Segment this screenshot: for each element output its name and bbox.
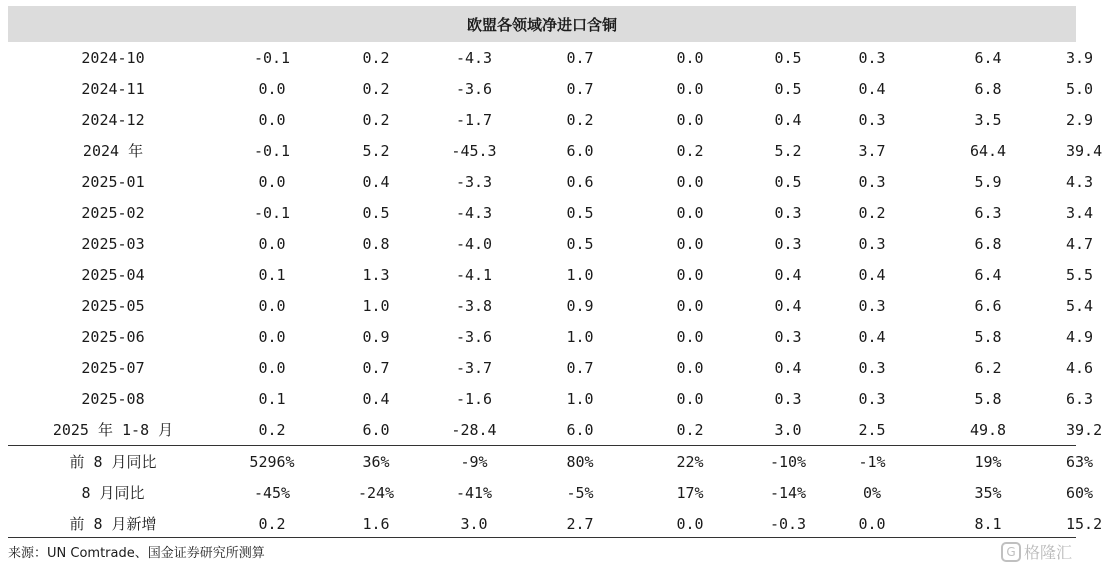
table-cell: -10% [769, 452, 807, 471]
table-row [8, 166, 1094, 197]
table-cell: 60% [1066, 483, 1094, 502]
table-cell: -1.7 [455, 110, 493, 129]
table-row [8, 104, 1094, 135]
table-cell: 0.4 [858, 79, 886, 98]
table-cell: 3.9 [1066, 48, 1094, 67]
row-label: 2025-02 [81, 203, 145, 222]
row-label: 2025-01 [81, 172, 145, 191]
table-cell: 0.2 [258, 514, 286, 533]
table-cell: 0% [862, 483, 882, 502]
table-title: 欧盟各领域净进口含铜 [8, 6, 1076, 42]
table-cell: 0.8 [362, 234, 390, 253]
table-cell: 17% [676, 483, 704, 502]
table-cell: 2.5 [858, 420, 886, 439]
table-cell: 3.5 [974, 110, 1002, 129]
table-cell: 0.5 [774, 48, 802, 67]
table-cell: 0.0 [258, 327, 286, 346]
table-cell: 49.8 [969, 420, 1007, 439]
table-cell: 80% [566, 452, 594, 471]
table-row [8, 290, 1094, 321]
table-cell: 0.5 [774, 79, 802, 98]
table-cell: -41% [455, 483, 493, 502]
table-cell: 5.2 [774, 141, 802, 160]
table-cell: 3.4 [1066, 203, 1094, 222]
table-cell: 0.0 [258, 110, 286, 129]
table-cell: 0.7 [362, 358, 390, 377]
table-cell: 0.2 [676, 420, 704, 439]
table-row [8, 414, 1102, 445]
table-cell: 5.0 [1066, 79, 1094, 98]
table-cell: 6.3 [974, 203, 1002, 222]
table-row [8, 73, 1094, 104]
summary-row [8, 508, 1102, 539]
table-row [8, 135, 1102, 166]
table-cell: -3.6 [455, 79, 493, 98]
table-cell: 0.2 [362, 48, 390, 67]
table-cell: -1.6 [455, 389, 493, 408]
table-cell: 0.0 [676, 389, 704, 408]
table-cell: 0.7 [566, 79, 594, 98]
table-cell: 0.3 [774, 327, 802, 346]
table-cell: 1.6 [362, 514, 390, 533]
table-cell: 0.1 [258, 389, 286, 408]
table-cell: 5.5 [1066, 265, 1094, 284]
table-cell: 0.1 [258, 265, 286, 284]
table-cell: 0.0 [676, 172, 704, 191]
row-label: 2025-06 [81, 327, 145, 346]
table-cell: 0.0 [858, 514, 886, 533]
table-cell: 63% [1066, 452, 1094, 471]
table-cell: 0.3 [858, 389, 886, 408]
table-cell: -4.0 [455, 234, 493, 253]
table-cell: 1.0 [566, 389, 594, 408]
table-cell: 6.0 [566, 420, 594, 439]
table-row [8, 259, 1094, 290]
row-label: 2024-10 [81, 48, 145, 67]
table-cell: 0.2 [676, 141, 704, 160]
table-cell: 0.5 [774, 172, 802, 191]
table-cell: 0.3 [858, 48, 886, 67]
table-cell: 6.2 [974, 358, 1002, 377]
table-cell: 0.0 [676, 327, 704, 346]
row-label: 2025-07 [81, 358, 145, 377]
table-cell: -0.1 [253, 141, 291, 160]
table-cell: 0.4 [858, 327, 886, 346]
table-cell: 0.3 [774, 234, 802, 253]
table-cell: 6.0 [566, 141, 594, 160]
table-cell: 0.4 [774, 296, 802, 315]
table-cell: -3.7 [455, 358, 493, 377]
table-cell: 6.3 [1066, 389, 1094, 408]
table-cell: 3.0 [774, 420, 802, 439]
summary-row [8, 477, 1094, 508]
table-cell: -28.4 [451, 420, 497, 439]
table-cell: 39.4 [1066, 141, 1102, 160]
table-cell: 0.2 [258, 420, 286, 439]
table-cell: 4.3 [1066, 172, 1094, 191]
table-cell: 64.4 [969, 141, 1007, 160]
row-label: 2024 年 [82, 142, 144, 160]
table-cell: 0.0 [676, 203, 704, 222]
table-cell: 0.4 [774, 265, 802, 284]
table-row [8, 228, 1094, 259]
table-cell: -0.1 [253, 203, 291, 222]
table-cell: 0.7 [566, 48, 594, 67]
table-cell: 0.0 [676, 79, 704, 98]
table-cell: 0.5 [566, 234, 594, 253]
table-cell: 22% [676, 452, 704, 471]
table-cell: -0.1 [253, 48, 291, 67]
table-cell: 6.4 [974, 48, 1002, 67]
table-row [8, 321, 1094, 352]
row-label: 前 8 月新增 [69, 515, 157, 533]
table-cell: 0.4 [774, 358, 802, 377]
table-cell: 0.4 [858, 265, 886, 284]
table-cell: 0.4 [362, 389, 390, 408]
table-cell: 8.1 [974, 514, 1002, 533]
table-cell: 0.5 [566, 203, 594, 222]
table-cell: 0.2 [362, 110, 390, 129]
table-cell: 5.9 [974, 172, 1002, 191]
table-cell: 0.3 [774, 389, 802, 408]
table-cell: 6.4 [974, 265, 1002, 284]
table-cell: 6.0 [362, 420, 390, 439]
table-cell: 3.7 [858, 141, 886, 160]
table-cell: 0.9 [362, 327, 390, 346]
table-cell: 0.3 [858, 296, 886, 315]
table-cell: 15.2 [1066, 514, 1102, 533]
watermark [1001, 540, 1072, 563]
table-cell: 39.2 [1066, 420, 1102, 439]
table-cell: 6.8 [974, 79, 1002, 98]
source-note: 来源：UN Comtrade、国金证券研究所测算 [8, 546, 265, 561]
table-cell: 1.0 [362, 296, 390, 315]
table-cell: -4.3 [455, 48, 493, 67]
table-cell: 5.8 [974, 389, 1002, 408]
table-cell: 0.0 [676, 265, 704, 284]
row-label: 前 8 月同比 [69, 453, 157, 471]
row-label: 8 月同比 [81, 484, 145, 502]
table-cell: 5296% [249, 452, 295, 471]
table-row [8, 42, 1094, 73]
table-cell: 0.0 [258, 79, 286, 98]
row-label: 2024-12 [81, 110, 145, 129]
row-label: 2025-08 [81, 389, 145, 408]
table-cell: 0.2 [566, 110, 594, 129]
table-cell: 0.3 [858, 172, 886, 191]
table-cell: 0.2 [858, 203, 886, 222]
table-cell: 0.0 [258, 358, 286, 377]
table-cell: -3.6 [455, 327, 493, 346]
table-cell: -5% [566, 483, 594, 502]
table-cell: 5.8 [974, 327, 1002, 346]
table-cell: 1.0 [566, 327, 594, 346]
table-row [8, 383, 1094, 414]
table-cell: 0.6 [566, 172, 594, 191]
table-cell: 0.0 [258, 234, 286, 253]
row-label: 2025-04 [81, 265, 145, 284]
table-cell: 0.9 [566, 296, 594, 315]
table-cell: -3.3 [455, 172, 493, 191]
table-cell: 0.3 [858, 110, 886, 129]
table-cell: 4.6 [1066, 358, 1094, 377]
table-cell: 0.0 [676, 296, 704, 315]
table-cell: 3.0 [460, 514, 488, 533]
table-cell: 4.9 [1066, 327, 1094, 346]
table-cell: 0.3 [858, 358, 886, 377]
table-cell: 5.2 [362, 141, 390, 160]
watermark-logo-icon: G [1001, 542, 1021, 562]
table-cell: 2.9 [1066, 110, 1094, 129]
row-label: 2025-03 [81, 234, 145, 253]
table-cell: 0.0 [676, 234, 704, 253]
table-cell: 1.3 [362, 265, 390, 284]
table-cell: 6.6 [974, 296, 1002, 315]
table-cell: 35% [974, 483, 1002, 502]
table-row [8, 352, 1094, 383]
row-label: 2024-11 [81, 79, 145, 98]
table-cell: -1% [858, 452, 886, 471]
table-cell: 0.5 [362, 203, 390, 222]
table-cell: 6.8 [974, 234, 1002, 253]
row-label: 2025-05 [81, 296, 145, 315]
summary-row [8, 445, 1094, 477]
table-cell: 0.7 [566, 358, 594, 377]
table-cell: -45% [253, 483, 291, 502]
data-table [8, 42, 1102, 539]
table-cell: 0.0 [258, 296, 286, 315]
table-cell: 0.3 [858, 234, 886, 253]
table-cell: 0.4 [362, 172, 390, 191]
table-cell: 36% [362, 452, 390, 471]
watermark-text: 格隆汇 [1023, 543, 1072, 562]
table-cell: -45.3 [451, 141, 497, 160]
table-cell: 0.0 [676, 48, 704, 67]
table-cell: 0.2 [362, 79, 390, 98]
table-cell: 1.0 [566, 265, 594, 284]
table-cell: 0.0 [676, 110, 704, 129]
table-cell: 0.0 [676, 358, 704, 377]
table-cell: 0.0 [258, 172, 286, 191]
table-cell: 0.0 [676, 514, 704, 533]
table-cell: -14% [769, 483, 807, 502]
table-cell: 2.7 [566, 514, 594, 533]
table-cell: -4.3 [455, 203, 493, 222]
table-row [8, 197, 1094, 228]
table-cell: 19% [974, 452, 1002, 471]
row-label: 2025 年 1-8 月 [52, 421, 174, 439]
table-cell: 0.3 [774, 203, 802, 222]
table-cell: -0.3 [769, 514, 807, 533]
table-cell: -4.1 [455, 265, 493, 284]
table-cell: 5.4 [1066, 296, 1094, 315]
table-cell: 0.4 [774, 110, 802, 129]
table-cell: -24% [357, 483, 395, 502]
table-bottom-border [8, 537, 1076, 538]
table-cell: 4.7 [1066, 234, 1094, 253]
table-cell: -9% [460, 452, 488, 471]
table-cell: -3.8 [455, 296, 493, 315]
